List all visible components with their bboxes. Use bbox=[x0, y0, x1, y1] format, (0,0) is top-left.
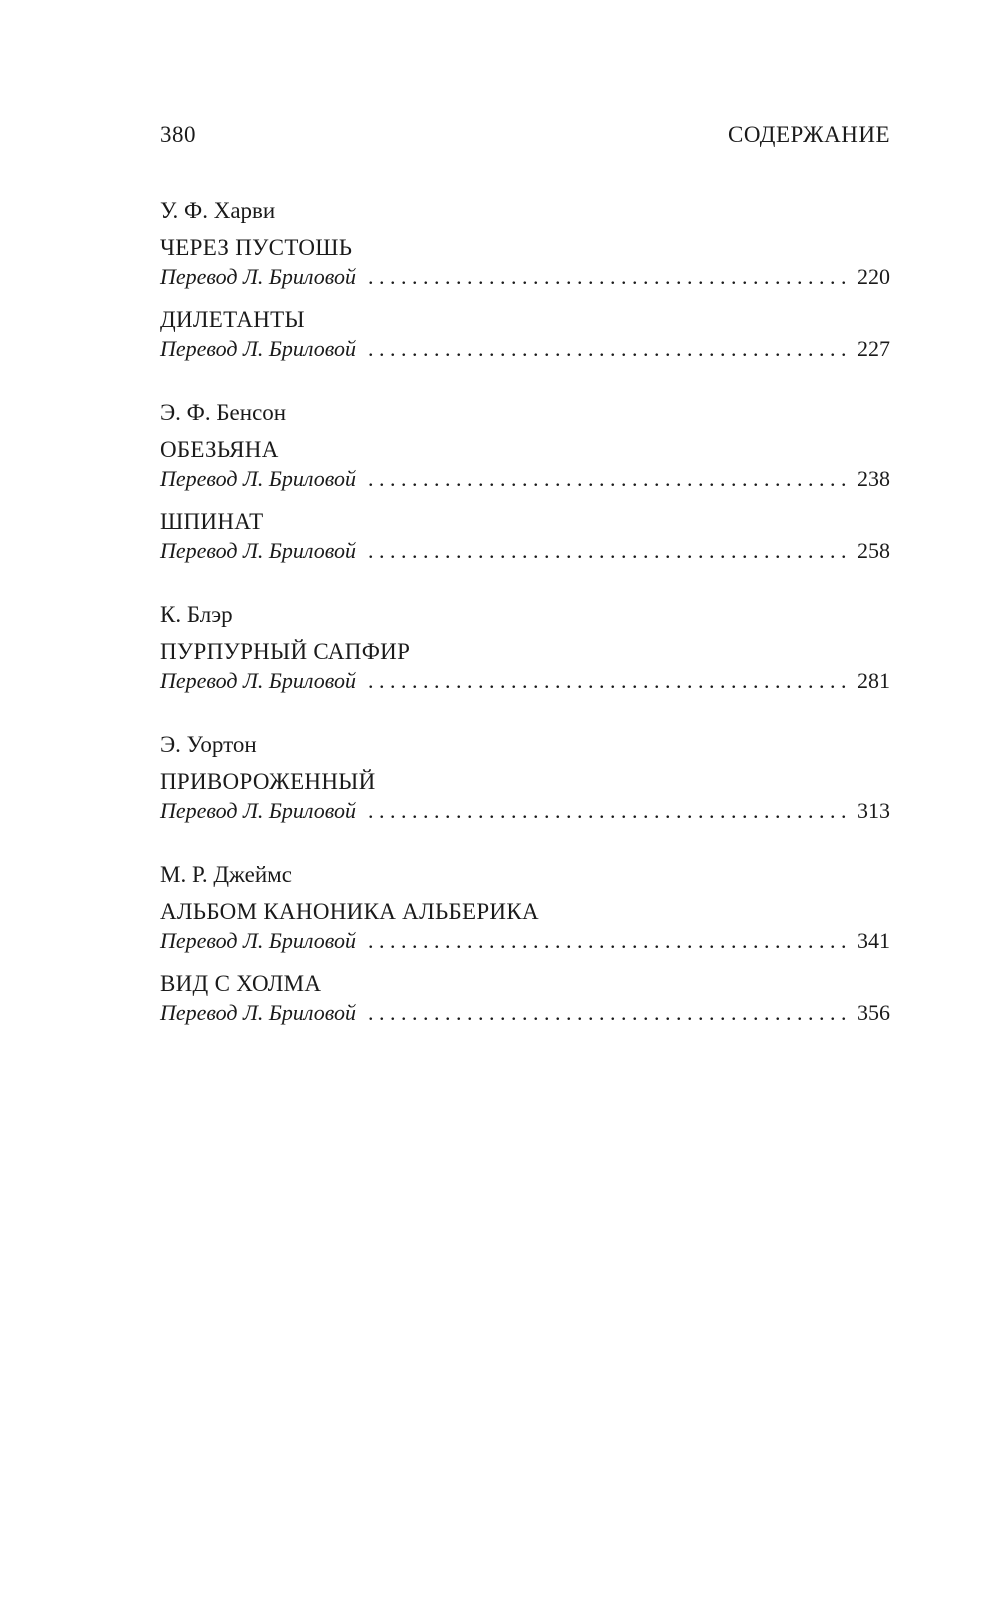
author-block bbox=[160, 196, 890, 364]
entry-page-number: 281 bbox=[857, 668, 890, 693]
story-title: ДИЛЕТАНТЫ bbox=[160, 307, 305, 332]
dot-leader bbox=[368, 464, 853, 494]
translator-line bbox=[160, 334, 890, 364]
translator-credit: Перевод Л. Бриловой bbox=[160, 1000, 357, 1025]
toc-entry bbox=[160, 234, 890, 292]
author-name: М. Р. Джеймс bbox=[160, 862, 292, 887]
toc-entry bbox=[160, 306, 890, 364]
dot-leader bbox=[368, 926, 853, 956]
section-title: СОДЕРЖАНИЕ bbox=[727, 122, 890, 147]
entry-page-number: 227 bbox=[857, 336, 890, 361]
translator-credit: Перевод Л. Бриловой bbox=[160, 336, 357, 361]
toc-entry bbox=[160, 436, 890, 494]
dot-leader bbox=[368, 536, 853, 566]
story-title: АЛЬБОМ КАНОНИКА АЛЬБЕРИКА bbox=[160, 899, 539, 924]
toc-entry bbox=[160, 970, 890, 1028]
entry-page-number: 313 bbox=[857, 798, 890, 823]
entry-page-number: 356 bbox=[857, 1000, 890, 1025]
translator-line bbox=[160, 796, 890, 826]
author-block bbox=[160, 730, 890, 826]
author-name: К. Блэр bbox=[160, 602, 233, 627]
toc-entry bbox=[160, 768, 890, 826]
translator-credit: Перевод Л. Бриловой bbox=[160, 668, 357, 693]
entry-page-number: 341 bbox=[857, 928, 890, 953]
story-title: ПУРПУРНЫЙ САПФИР bbox=[160, 639, 411, 664]
translator-line bbox=[160, 262, 890, 292]
entry-page-number: 238 bbox=[857, 466, 890, 491]
author-name: Э. Уортон bbox=[160, 732, 257, 757]
author-block bbox=[160, 600, 890, 696]
author-name: Э. Ф. Бенсон bbox=[160, 400, 287, 425]
story-title: ШПИНАТ bbox=[160, 509, 264, 534]
translator-line bbox=[160, 464, 890, 494]
author-block bbox=[160, 860, 890, 1028]
toc-entry bbox=[160, 638, 890, 696]
entry-page-number: 220 bbox=[857, 264, 890, 289]
table-of-contents bbox=[160, 196, 890, 1062]
page-number: 380 bbox=[160, 122, 196, 147]
story-title: ПРИВОРОЖЕННЫЙ bbox=[160, 769, 376, 794]
dot-leader bbox=[368, 334, 853, 364]
story-title: ЧЕРЕЗ ПУСТОШЬ bbox=[160, 235, 353, 260]
translator-line bbox=[160, 536, 890, 566]
translator-credit: Перевод Л. Бриловой bbox=[160, 466, 357, 491]
story-title: ВИД С ХОЛМА bbox=[160, 971, 322, 996]
translator-credit: Перевод Л. Бриловой bbox=[160, 798, 357, 823]
translator-line bbox=[160, 926, 890, 956]
dot-leader bbox=[368, 262, 853, 292]
translator-line bbox=[160, 998, 890, 1028]
running-head bbox=[160, 122, 890, 148]
translator-line bbox=[160, 666, 890, 696]
story-title: ОБЕЗЬЯНА bbox=[160, 437, 279, 462]
translator-credit: Перевод Л. Бриловой bbox=[160, 538, 357, 563]
author-block bbox=[160, 398, 890, 566]
dot-leader bbox=[368, 998, 853, 1028]
translator-credit: Перевод Л. Бриловой bbox=[160, 264, 357, 289]
toc-entry bbox=[160, 898, 890, 956]
toc-entry bbox=[160, 508, 890, 566]
dot-leader bbox=[368, 796, 853, 826]
translator-credit: Перевод Л. Бриловой bbox=[160, 928, 357, 953]
dot-leader bbox=[368, 666, 853, 696]
author-name: У. Ф. Харви bbox=[160, 198, 276, 223]
entry-page-number: 258 bbox=[857, 538, 890, 563]
